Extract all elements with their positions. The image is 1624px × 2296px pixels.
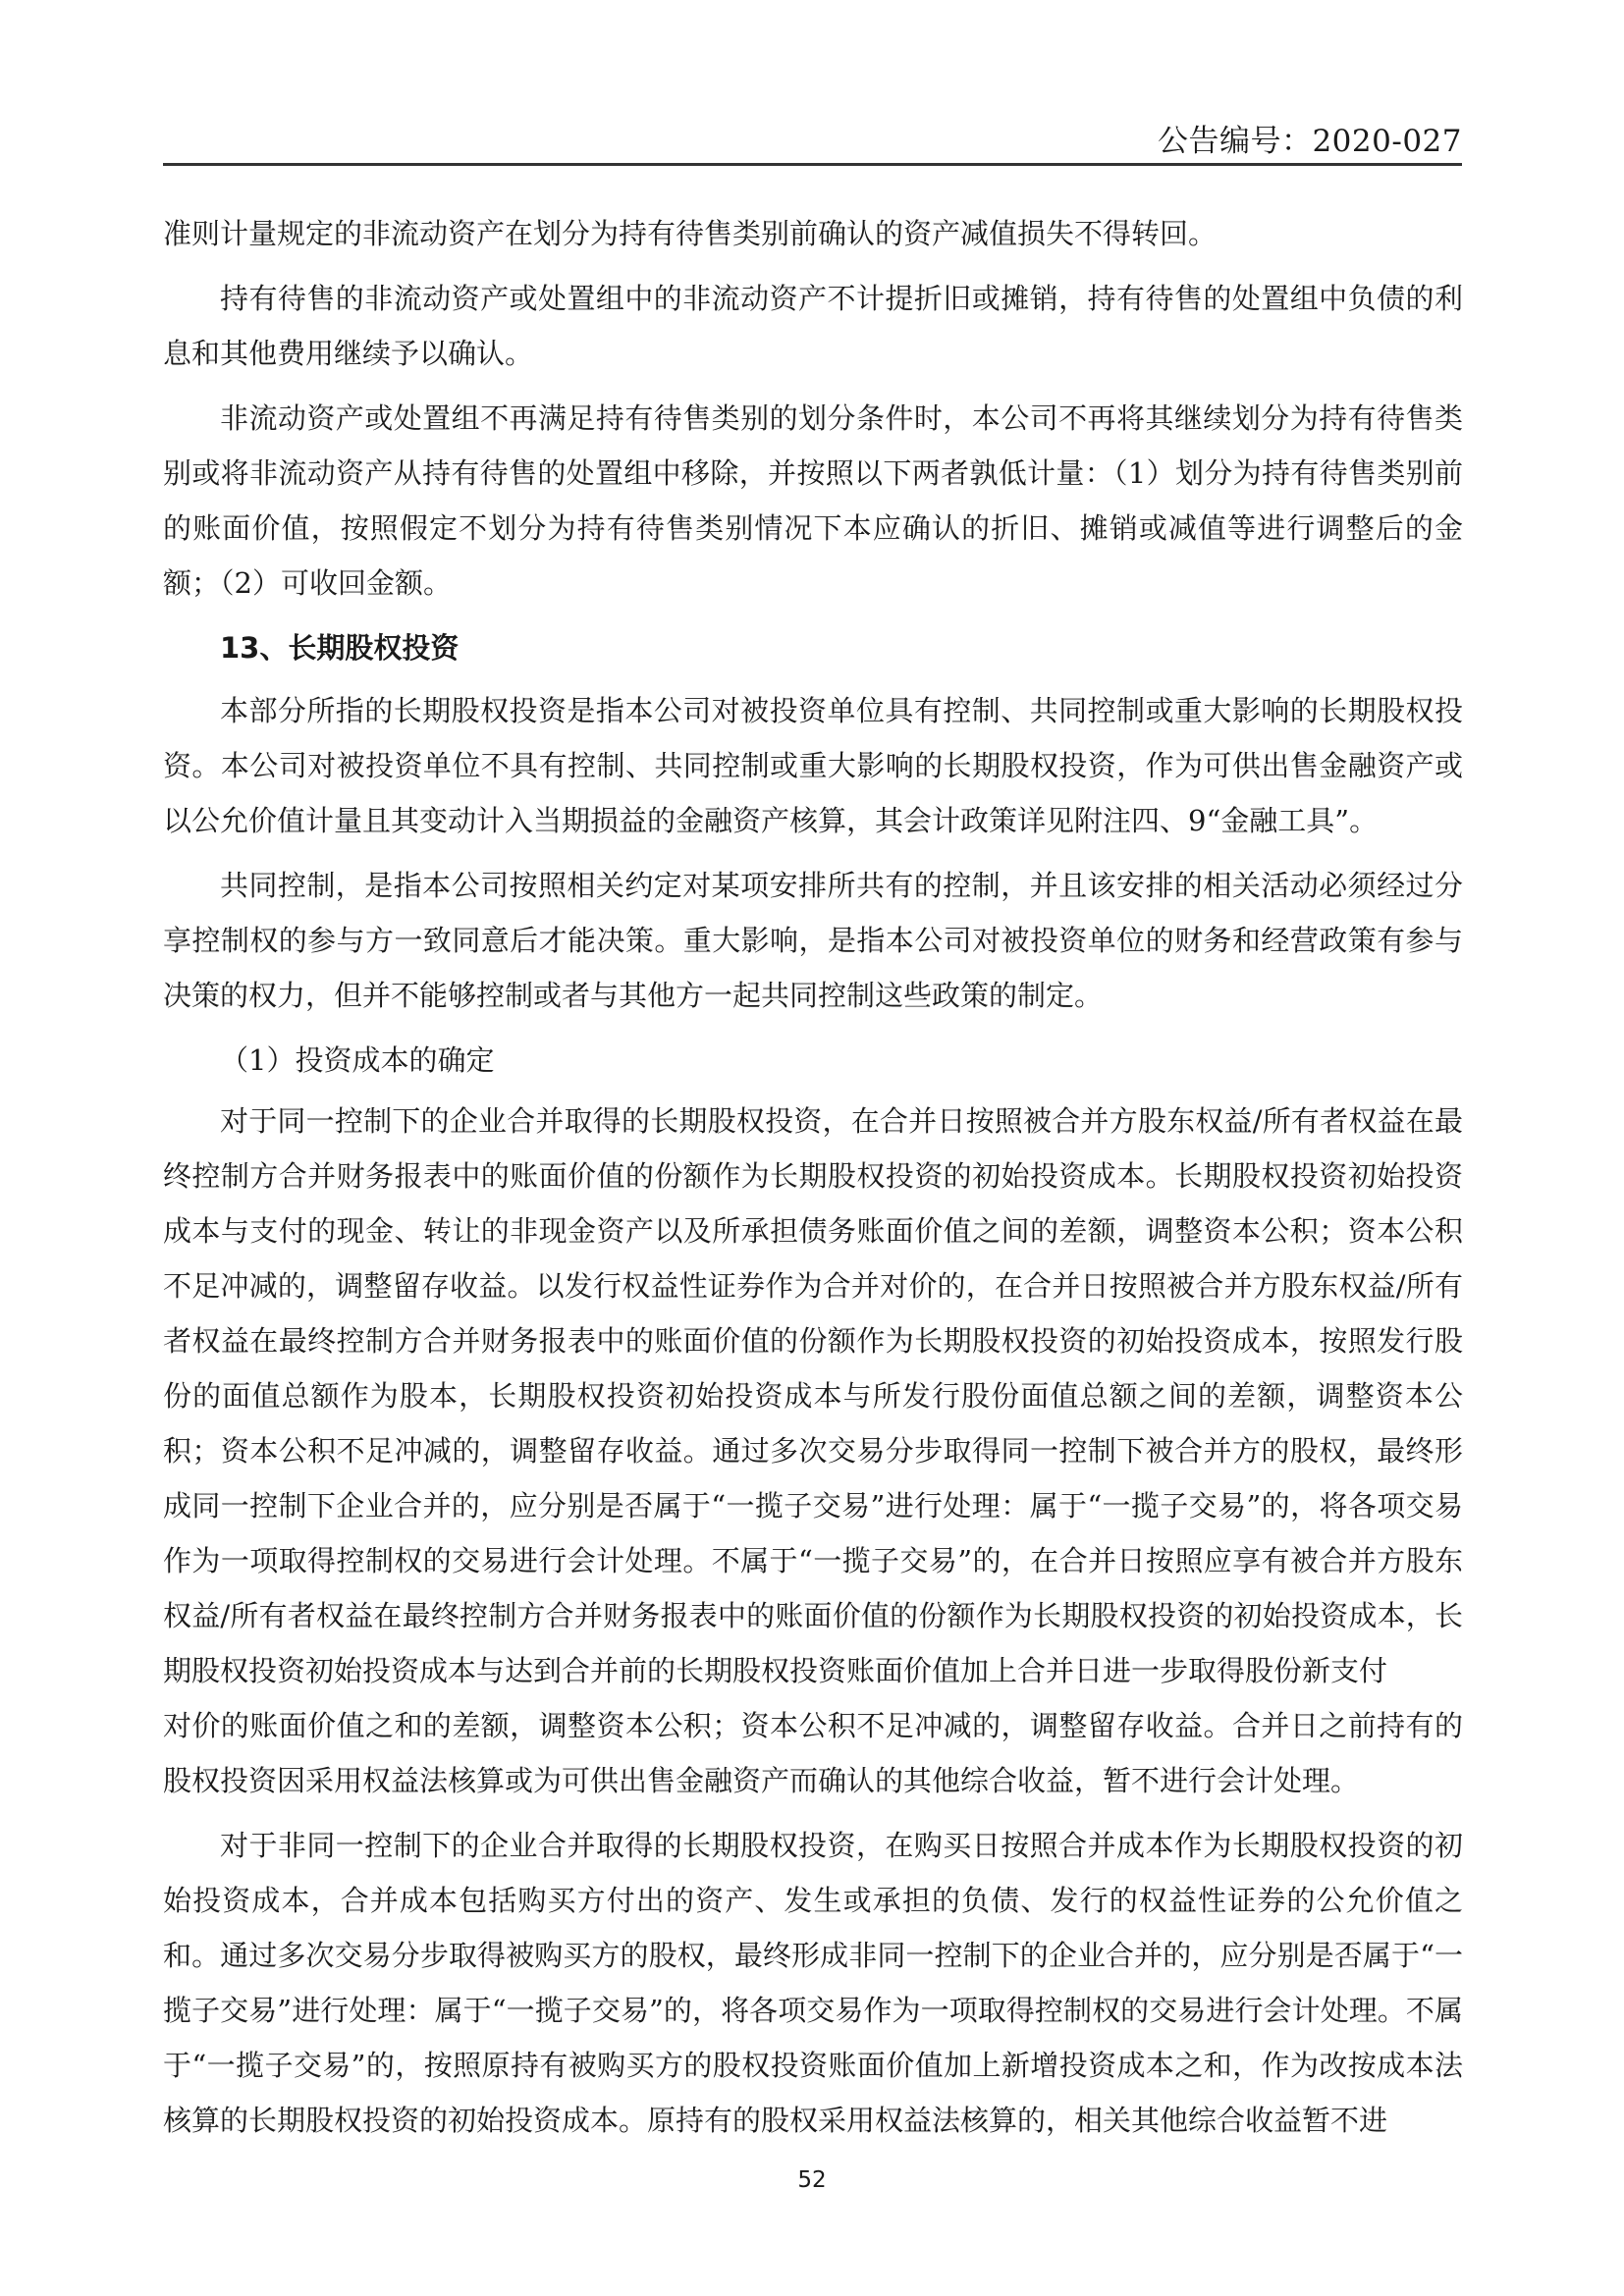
paragraph: 本部分所指的长期股权投资是指本公司对被投资单位具有控制、共同控制或重大影响的长期股权投资。本公司对被投资单位不具有控制、共同控制或重大影响的长期股权投资，作为可供出售金融资产或以公允价值计量且其变动计入当期损益的金融资产核算，其会计政策详见附注四、9“金融工具”。: [163, 694, 1463, 837]
paragraph-continuation: 对价的账面价值之和的差额，调整资本公积；资本公积不足冲减的，调整留存收益。合并日之前持有的股权投资因采用权益法核算或为可供出售金融资产而确认的其他综合收益，暂不进行会计处理。: [163, 1709, 1463, 1797]
paragraph: 对于同一控制下的企业合并取得的长期股权投资，在合并日按照被合并方股东权益/所有者权益在最终控制方合并财务报表中的账面价值的份额作为长期股权投资的初始投资成本。长期股权投资初始投资成本与支付的现金、转让的非现金资产以及所承担债务账面价值之间的差额，调整资本公积；资本公积不足冲减的，调整留存收益。以发行权益性证券作为合并对价的，在合并日按照被合并方股东权益/所有者权益在最终控制方合并财务报表中的账面价值的份额作为长期股权投资的初始投资成本，按照发行股份的面值总额作为股本，长期股权投资初始投资成本与所发行股份面值总额之间的差额，调整资本公积；资本公积不足冲减的，调整留存收益。通过多次交易分步取得同一控制下被合并方的股权，最终形成同一控制下企业合并的，应分别是否属于“一揽子交易”进行处理：属于“一揽子交易”的，将各项交易作为一项取得控制权的交易进行会计处理。不属于“一揽子交易”的，在合并日按照应享有被合并方股东权益/所有者权益在最终控制方合并财务报表中的账面价值的份额作为长期股权投资的初始投资成本，长期股权投资初始投资成本与达到合并前的长期股权投资账面价值加上合并日进一步取得股份新支付: [163, 1104, 1463, 1687]
sub-heading: （1）投资成本的确定: [220, 1043, 495, 1077]
page-number: 52: [797, 2167, 827, 2193]
document-body: [163, 206, 1463, 2158]
paragraph: 对于非同一控制下的企业合并取得的长期股权投资，在购买日按照合并成本作为长期股权投资的初始投资成本，合并成本包括购买方付出的资产、发生或承担的负债、发行的权益性证券的公允价值之和。通过多次交易分步取得被购买方的股权，最终形成非同一控制下的企业合并的，应分别是否属于“一揽子交易”进行处理：属于“一揽子交易”的，将各项交易作为一项取得控制权的交易进行会计处理。不属于“一揽子交易”的，按照原持有被购买方的股权投资账面价值加上新增投资成本之和，作为改按成本法核算的长期股权投资的初始投资成本。原持有的股权采用权益法核算的，相关其他综合收益暂不进: [163, 1829, 1463, 2137]
paragraph: 共同控制，是指本公司按照相关约定对某项安排所共有的控制，并且该安排的相关活动必须经过分享控制权的参与方一致同意后才能决策。重大影响，是指本公司对被投资单位的财务和经营政策有参与决策的权力，但并不能够控制或者与其他方一起共同控制这些政策的制定。: [163, 869, 1463, 1012]
paragraph: 非流动资产或处置组不再满足持有待售类别的划分条件时，本公司不再将其继续划分为持有待售类别或将非流动资产从持有待售的处置组中移除，并按照以下两者孰低计量：（1）划分为持有待售类别前的账面价值，按照假定不划分为持有待售类别情况下本应确认的折旧、摊销或减值等进行调整后的金额；（2）可收回金额。: [163, 401, 1463, 600]
header-divider: [163, 163, 1462, 166]
announcement-number: 公告编号：2020-027: [1157, 124, 1462, 159]
paragraph: 准则计量规定的非流动资产在划分为持有待售类别前确认的资产减值损失不得转回。: [163, 217, 1218, 250]
paragraph: 持有待售的非流动资产或处置组中的非流动资产不计提折旧或摊销，持有待售的处置组中负债的利息和其他费用继续予以确认。: [163, 282, 1463, 370]
section-heading: 13、长期股权投资: [220, 631, 460, 665]
